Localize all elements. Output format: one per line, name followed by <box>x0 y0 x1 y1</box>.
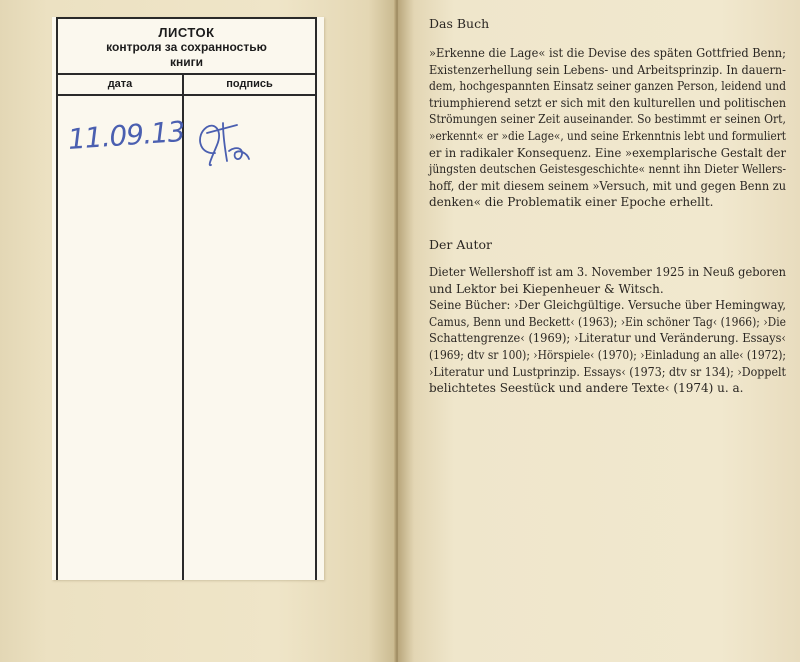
text-line: »erkennt« er »die Lage«, und seine Erkenntnis lebt und formuliert <box>429 128 786 143</box>
date-column-header: дата <box>107 78 133 90</box>
der-autor-heading: Der Autor <box>429 237 492 252</box>
slip-subtitle-2: книги <box>169 55 203 69</box>
text-line: Schattengrenze‹ (1969); ›Literatur und Veränderung. Essays‹ <box>429 331 786 346</box>
text-line: »Erkenne die Lage« ist die Devise des späten Gottfried Benn; <box>429 46 786 60</box>
handwritten-date: 11.09.13 <box>66 114 186 156</box>
text-line: Camus, Benn und Beckett‹ (1963); ›Ein schöner Tag‹ (1966); ›Die <box>429 314 786 329</box>
text-line: Existenzerhellung sein Lebens- und Arbeitsprinzip. In dauern- <box>429 62 786 77</box>
das-buch-heading: Das Buch <box>429 16 490 31</box>
text-line: und Lektor bei Kiepenheuer & Witsch. <box>429 281 664 296</box>
column-divider <box>182 75 184 580</box>
signature-column-header: подпись <box>226 78 273 90</box>
text-line: belichtetes Seestück und andere Texte‹ (1974) u. a. <box>429 381 744 396</box>
text-line: er in radikaler Konsequenz. Eine »exemplarische Gestalt der <box>429 145 786 160</box>
handwritten-signature <box>193 115 263 175</box>
text-line: Strömungen seiner Zeit auseinander. So bestimmt er seinen Ort, <box>429 112 786 127</box>
slip-header <box>58 17 315 75</box>
text-line: dem, hochgespannten Einsatz seiner ganzen Person, leidend und <box>429 79 786 94</box>
text-line: hoff, der mit diesem seinem »Versuch, mit und gegen Benn zu <box>429 178 786 193</box>
library-control-slip <box>52 17 324 580</box>
der-autor-text <box>429 264 786 397</box>
slip-column-headers <box>58 75 315 96</box>
das-buch-text <box>429 45 786 211</box>
text-line: ›Literatur und Lustprinzip. Essays‹ (1973; dtv sr 134); ›Doppelt <box>429 364 786 379</box>
text-line: Dieter Wellershoff ist am 3. November 1925 in Neuß geboren <box>429 265 786 279</box>
slip-title: ЛИСТОК <box>158 25 215 40</box>
text-line: (1969; dtv sr 100); ›Hörspiele‹ (1970); ›Einladung an alle‹ (1972); <box>429 347 786 362</box>
text-line: Seine Bücher: ›Der Gleichgültige. Versuche über Hemingway, <box>429 298 786 313</box>
text-line: triumphierend setzt er sich mit den kulturellen und politischen <box>429 95 786 110</box>
slip-subtitle: контроля за сохранностью <box>106 40 267 54</box>
slip-table <box>56 17 317 580</box>
text-line: jüngsten deutschen Geistesgeschichte« nennt ihn Dieter Wellers- <box>429 162 786 177</box>
text-line: denken« die Problematik einer Epoche erhellt. <box>429 195 714 210</box>
